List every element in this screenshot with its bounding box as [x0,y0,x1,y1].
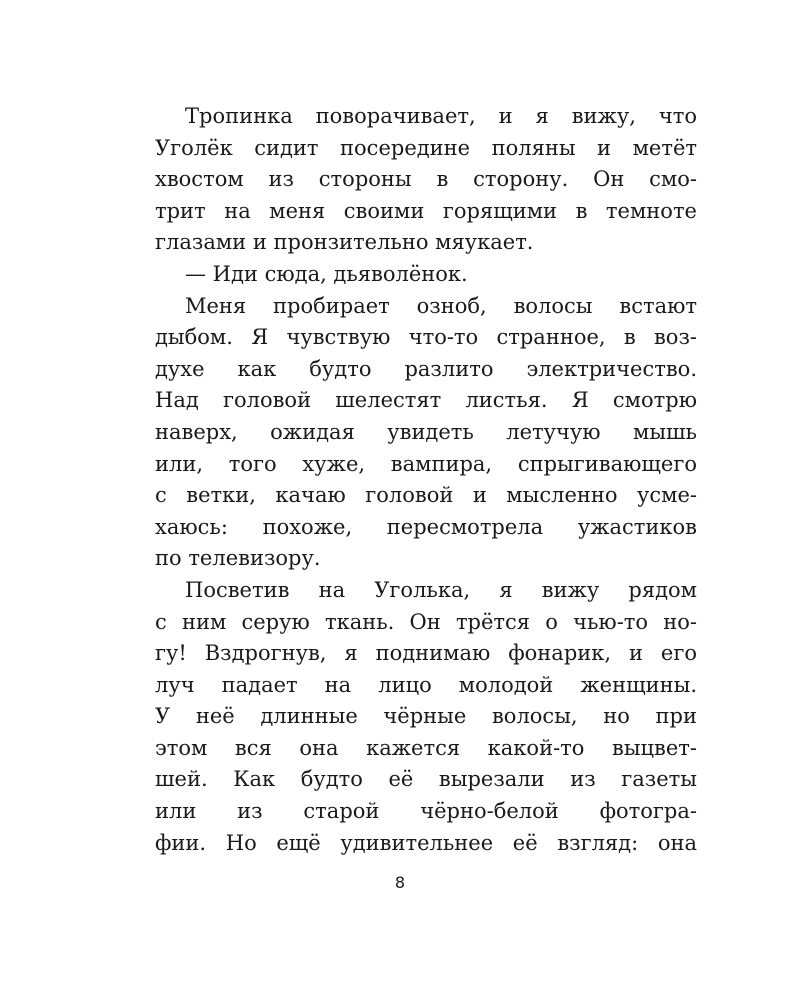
text-line: фии. Но ещё удивительнее её взгляд: она [155,830,697,855]
text-line: Над головой шелестят листья. Я смотрю [155,388,697,413]
text-line: Посветив на Уголька, я вижу рядом [185,577,697,602]
text-line: хаюсь: похоже, пересмотрела ужастиков [155,514,697,539]
text-line: или из старой чёрно-белой фотогра- [155,799,697,824]
text-line: Уголёк сидит посередине поляны и метёт [155,135,697,160]
text-line: Меня пробирает озноб, волосы встают [185,293,697,318]
text-line: луч падает на лицо молодой женщины. [155,672,697,697]
text-line: с ним серую ткань. Он трётся о чью-то но- [155,609,697,634]
text-line: дыбом. Я чувствую что-то странное, в воз- [155,325,697,350]
body-text [155,101,697,859]
text-line: или, того хуже, вампира, спрыгивающего [155,451,697,476]
text-line: этом вся она кажется какой-то выцвет- [155,735,697,760]
text-line: хвостом из стороны в сторону. Он смо- [155,167,697,192]
text-line: по телевизору. [155,546,321,571]
text-line: трит на меня своими горящими в темноте [155,198,697,223]
dialogue-line: — Иди сюда, дьяволёнок. [185,261,468,286]
text-line: наверх, ожидая увидеть летучую мышь [155,419,697,444]
text-line: с ветки, качаю головой и мысленно усме- [155,483,697,508]
text-line: шей. Как будто её вырезали из газеты [155,767,697,792]
text-line: духе как будто разлито электричество. [155,356,697,381]
text-line: У неё длинные чёрные волосы, но при [155,704,697,729]
text-line: глазами и пронзительно мяукает. [155,230,534,255]
page-number: 8 [394,873,406,892]
text-line: Тропинка поворачивает, и я вижу, что [185,104,697,128]
text-line: гу! Вздрогнув, я поднимаю фонарик, и его [155,641,697,666]
